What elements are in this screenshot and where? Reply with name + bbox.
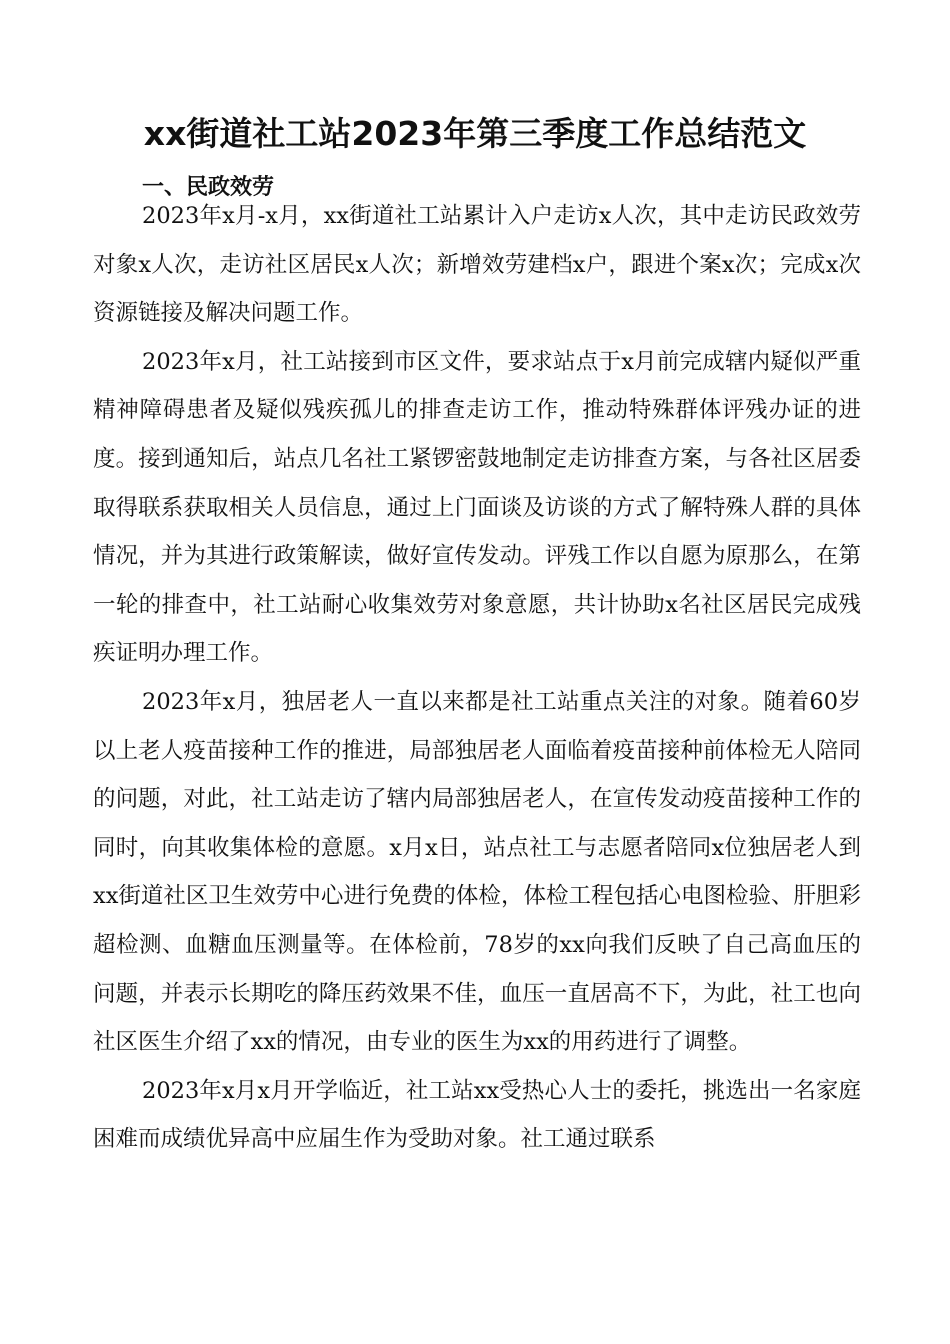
section-heading: 一、民政效劳 <box>142 175 275 200</box>
paragraph: 2023年x月，独居老人一直以来都是社工站重点关注的对象。随着60岁以上老人疫苗接种工作的推进，局部独居老人面临着疫苗接种前体检无人陪同的问题，对此，社工站走访了辖内局部独居老人，在宣传发动疫苗接种工作的同时，向其收集体检的意愿。x月x日，站点社工与志愿者陪同x位独居老人到xx街道社区卫生效劳中心进行免费的体检，体检工程包括心电图检验、肝胆彩超检测、血糖血压测量等。在体检前，78岁的xx向我们反映了自己高血压的问题，并表示长期吃的降压药效果不佳，血压一直居高不下，为此，社工也向社区医生介绍了xx的情况，由专业的医生为xx的用药进行了调整。 <box>93 688 861 1056</box>
paragraph: 2023年x月，社工站接到市区文件，要求站点于x月前完成辖内疑似严重精神障碍患者及疑似残疾孤儿的排查走访工作，推动特殊群体评残办证的进度。接到通知后，站点几名社工紧锣密鼓地制定走访排查方案，与各社区居委取得联系获取相关人员信息，通过上门面谈及访谈的方式了解特殊人群的具体情况，并为其进行政策解读，做好宣传发动。评残工作以自愿为原那么，在第一轮的排查中，社工站耐心收集效劳对象意愿，共计协助x名社区居民完成残疾证明办理工作。 <box>93 348 861 667</box>
paragraph: 2023年x月-x月，xx街道社工站累计入户走访x人次，其中走访民政效劳对象x人次，走访社区居民x人次；新增效劳建档x户，跟进个案x次；完成x次资源链接及解决问题工作。 <box>93 203 861 327</box>
document-title: xx街道社工站2023年第三季度工作总结范文 <box>143 114 807 153</box>
document-body <box>93 192 861 1164</box>
paragraph: 2023年x月x月开学临近，社工站xx受热心人士的委托，挑选出一名家庭困难而成绩优异高中应届生作为受助对象。社工通过联系 <box>93 1077 861 1153</box>
